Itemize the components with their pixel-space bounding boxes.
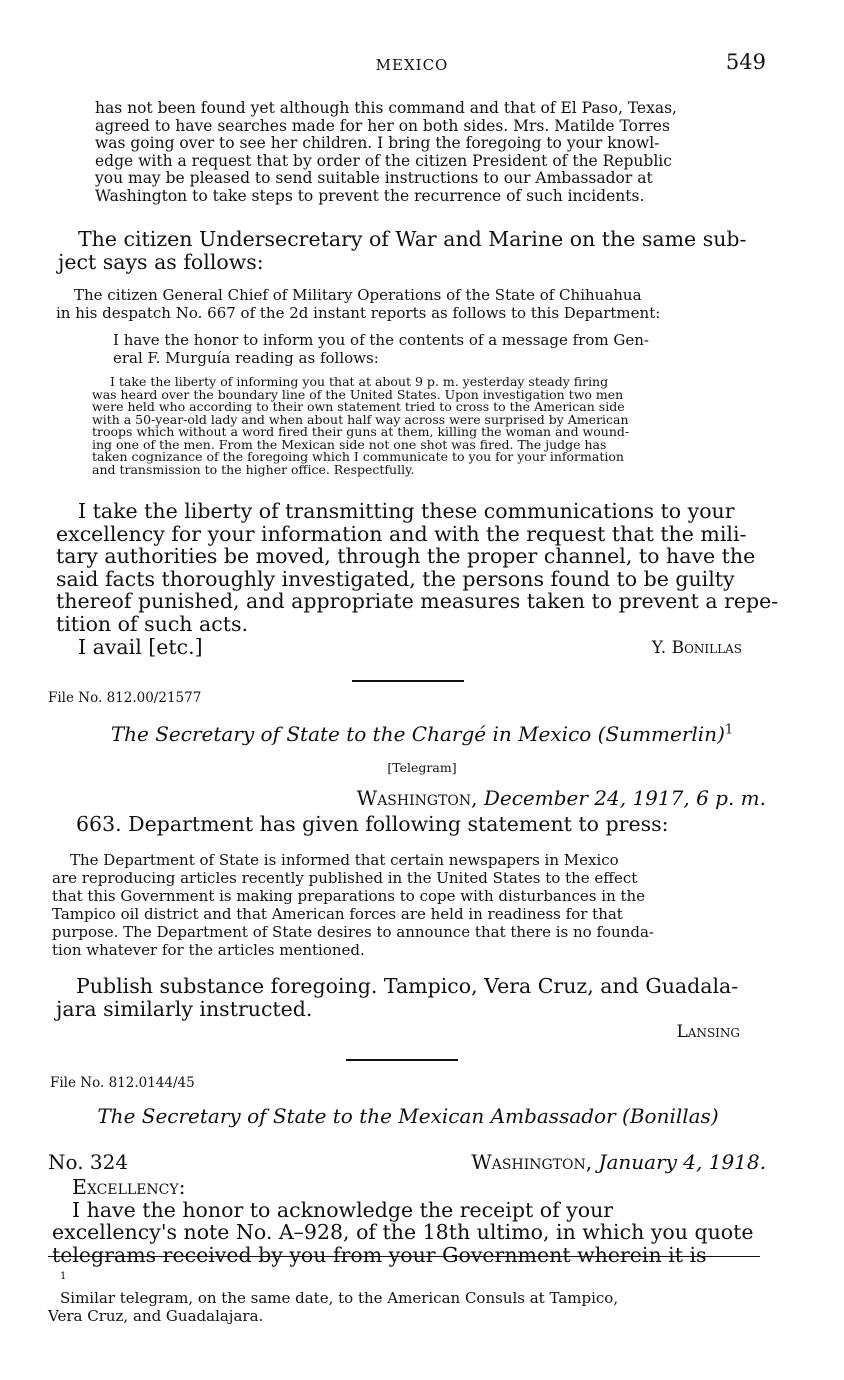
text-line: Tampico oil district and that American forces are held in readiness for that (52, 905, 623, 923)
section-divider (352, 680, 464, 682)
title-close: ) (710, 1104, 719, 1128)
text-line: edge with a request that by order of the citizen President of the Republic (95, 151, 672, 170)
text-line: tion whatever for the articles mentioned. (52, 941, 365, 959)
dateline (471, 1150, 766, 1174)
dateline-place: Washington, (356, 786, 478, 810)
murguia-message-intro (113, 331, 768, 367)
undersecretary-intro (58, 228, 768, 273)
text-line: are reproducing articles recently published in the United States to the effect (52, 869, 638, 887)
text-line: tary authorities be moved, through the proper channel, to have the (56, 544, 756, 568)
text-line: excellency's note No. A–928, of the 18th ultimo, in which you quote (52, 1220, 754, 1244)
text-line: was heard over the boundary line of the United States. Upon investigation two men (92, 386, 624, 402)
text-line: eral F. Murguía reading as follows: (113, 349, 379, 367)
document-note: [Telegram] (387, 760, 457, 775)
signature-bonillas: Y. Bonillas (651, 638, 742, 658)
closing-avail: I avail [etc.] (78, 635, 203, 659)
text-line: thereof punished, and appropriate measures taken to prevent a repe- (56, 589, 779, 613)
text-line: tition of such acts. (56, 611, 248, 636)
dateline (357, 786, 766, 810)
telegram-closing (56, 975, 768, 1020)
text-line: in his despatch No. 667 of the 2d instant reports as follows to this Department: (56, 304, 661, 322)
salutation: Excellency: (72, 1175, 186, 1199)
text-line: that this Government is making preparations to cope with disturbances in the (52, 887, 646, 905)
text-line: were held who according to their own statement tried to cross to the American side (92, 399, 625, 414)
note-body (52, 1176, 768, 1266)
text-line: purpose. The Department of State desires to announce that there is no founda- (52, 923, 654, 941)
title-text: The Secretary of State to the Chargé in Mexico ( (110, 722, 606, 746)
dateline-date: December 24, 1917, 6 p. m. (483, 786, 766, 810)
text-line: I take the liberty of informing you that at about 9 p. m. yesterday steady firing (110, 374, 609, 389)
footnote-reference: 1 (724, 722, 734, 738)
document-title (0, 722, 844, 746)
text-line: I have the honor to inform you of the contents of a message from Gen- (113, 331, 649, 349)
file-number: File No. 812.0144/45 (50, 1075, 195, 1091)
text-line: telegrams received by you from your Government wherein it is (52, 1242, 707, 1267)
text-line: The Department of State is informed that certain newspapers in Mexico (70, 851, 619, 869)
text-line: and transmission to the higher office. Respectfully. (92, 461, 415, 477)
footnote-mark: 1 (60, 1271, 67, 1282)
dateline-place: Washington, (471, 1150, 593, 1174)
page-number: 549 (725, 50, 766, 74)
text-line: troops which without a word fired their guns at them, killing the woman and wound- (92, 424, 630, 439)
text-line: The citizen Undersecretary of War and Marine on the same sub- (78, 227, 747, 251)
general-report-quote (56, 286, 768, 322)
note-number: No. 324 (48, 1150, 129, 1174)
text-line: ject says as follows: (58, 249, 264, 274)
text-line: you may be pleased to send suitable instructions to our Ambassador at (95, 169, 653, 187)
text-line: Washington to take steps to prevent the recurrence of such incidents. (95, 186, 645, 205)
title-text: The Secretary of State to the Mexican Ambassador ( (97, 1104, 630, 1128)
text-line: was going over to see her children. I bring the foregoing to your knowl- (95, 134, 660, 152)
text-line: ing one of the men. From the Mexican side not one shot was fired. The judge has (92, 436, 607, 452)
text-line: agreed to have searches made for her on both sides. Mrs. Matilde Torres (95, 116, 670, 135)
bonillas-request (56, 499, 779, 636)
murguia-message (92, 376, 768, 476)
continued-quote (95, 100, 767, 205)
title-close: ) (717, 722, 725, 746)
file-number: File No. 812.00/21577 (48, 690, 202, 706)
text-line: The citizen General Chief of Military Operations of the State of Chihuahua (74, 286, 642, 304)
text-line: Vera Cruz, and Guadalajara. (48, 1307, 264, 1325)
text-line: said facts thoroughly investigated, the persons found to be guilty (56, 566, 735, 591)
footnote-text: Similar telegram, on the same date, to the American Consuls at Tampico, (60, 1289, 619, 1307)
document-title (0, 1104, 816, 1128)
text-line: with a 50-year-old lady and when about half way across were surprised by American (92, 411, 629, 427)
text-line: has not been found yet although this command and that of El Paso, Texas, (95, 99, 677, 117)
text-line: taken cognizance of the foregoing which I communicate to you for your information (92, 449, 624, 464)
dateline-date: January 4, 1918. (598, 1150, 766, 1174)
text-line: excellency for your information and with the request that the mili- (56, 521, 747, 546)
text-line: jara similarly instructed. (56, 996, 313, 1021)
title-name: Bonillas (629, 1104, 711, 1128)
section-divider (346, 1059, 458, 1061)
body-text: I have the honor to acknowledge the receipt of your (72, 1197, 614, 1222)
text-line (52, 1176, 768, 1221)
signature-lansing: Lansing (676, 1022, 740, 1042)
text-line (48, 1268, 764, 1307)
text-line: I take the liberty of transmitting these communications to your (78, 499, 735, 523)
telegram-opening: 663. Department has given following statement to press: (76, 812, 669, 836)
footnote (48, 1268, 764, 1325)
text-line: Publish substance foregoing. Tampico, Vera Cruz, and Guadala- (76, 974, 739, 998)
title-name: Summerlin (605, 722, 718, 746)
press-statement (52, 851, 768, 959)
running-title: MEXICO (375, 56, 449, 74)
footnote-rule (48, 1256, 760, 1257)
